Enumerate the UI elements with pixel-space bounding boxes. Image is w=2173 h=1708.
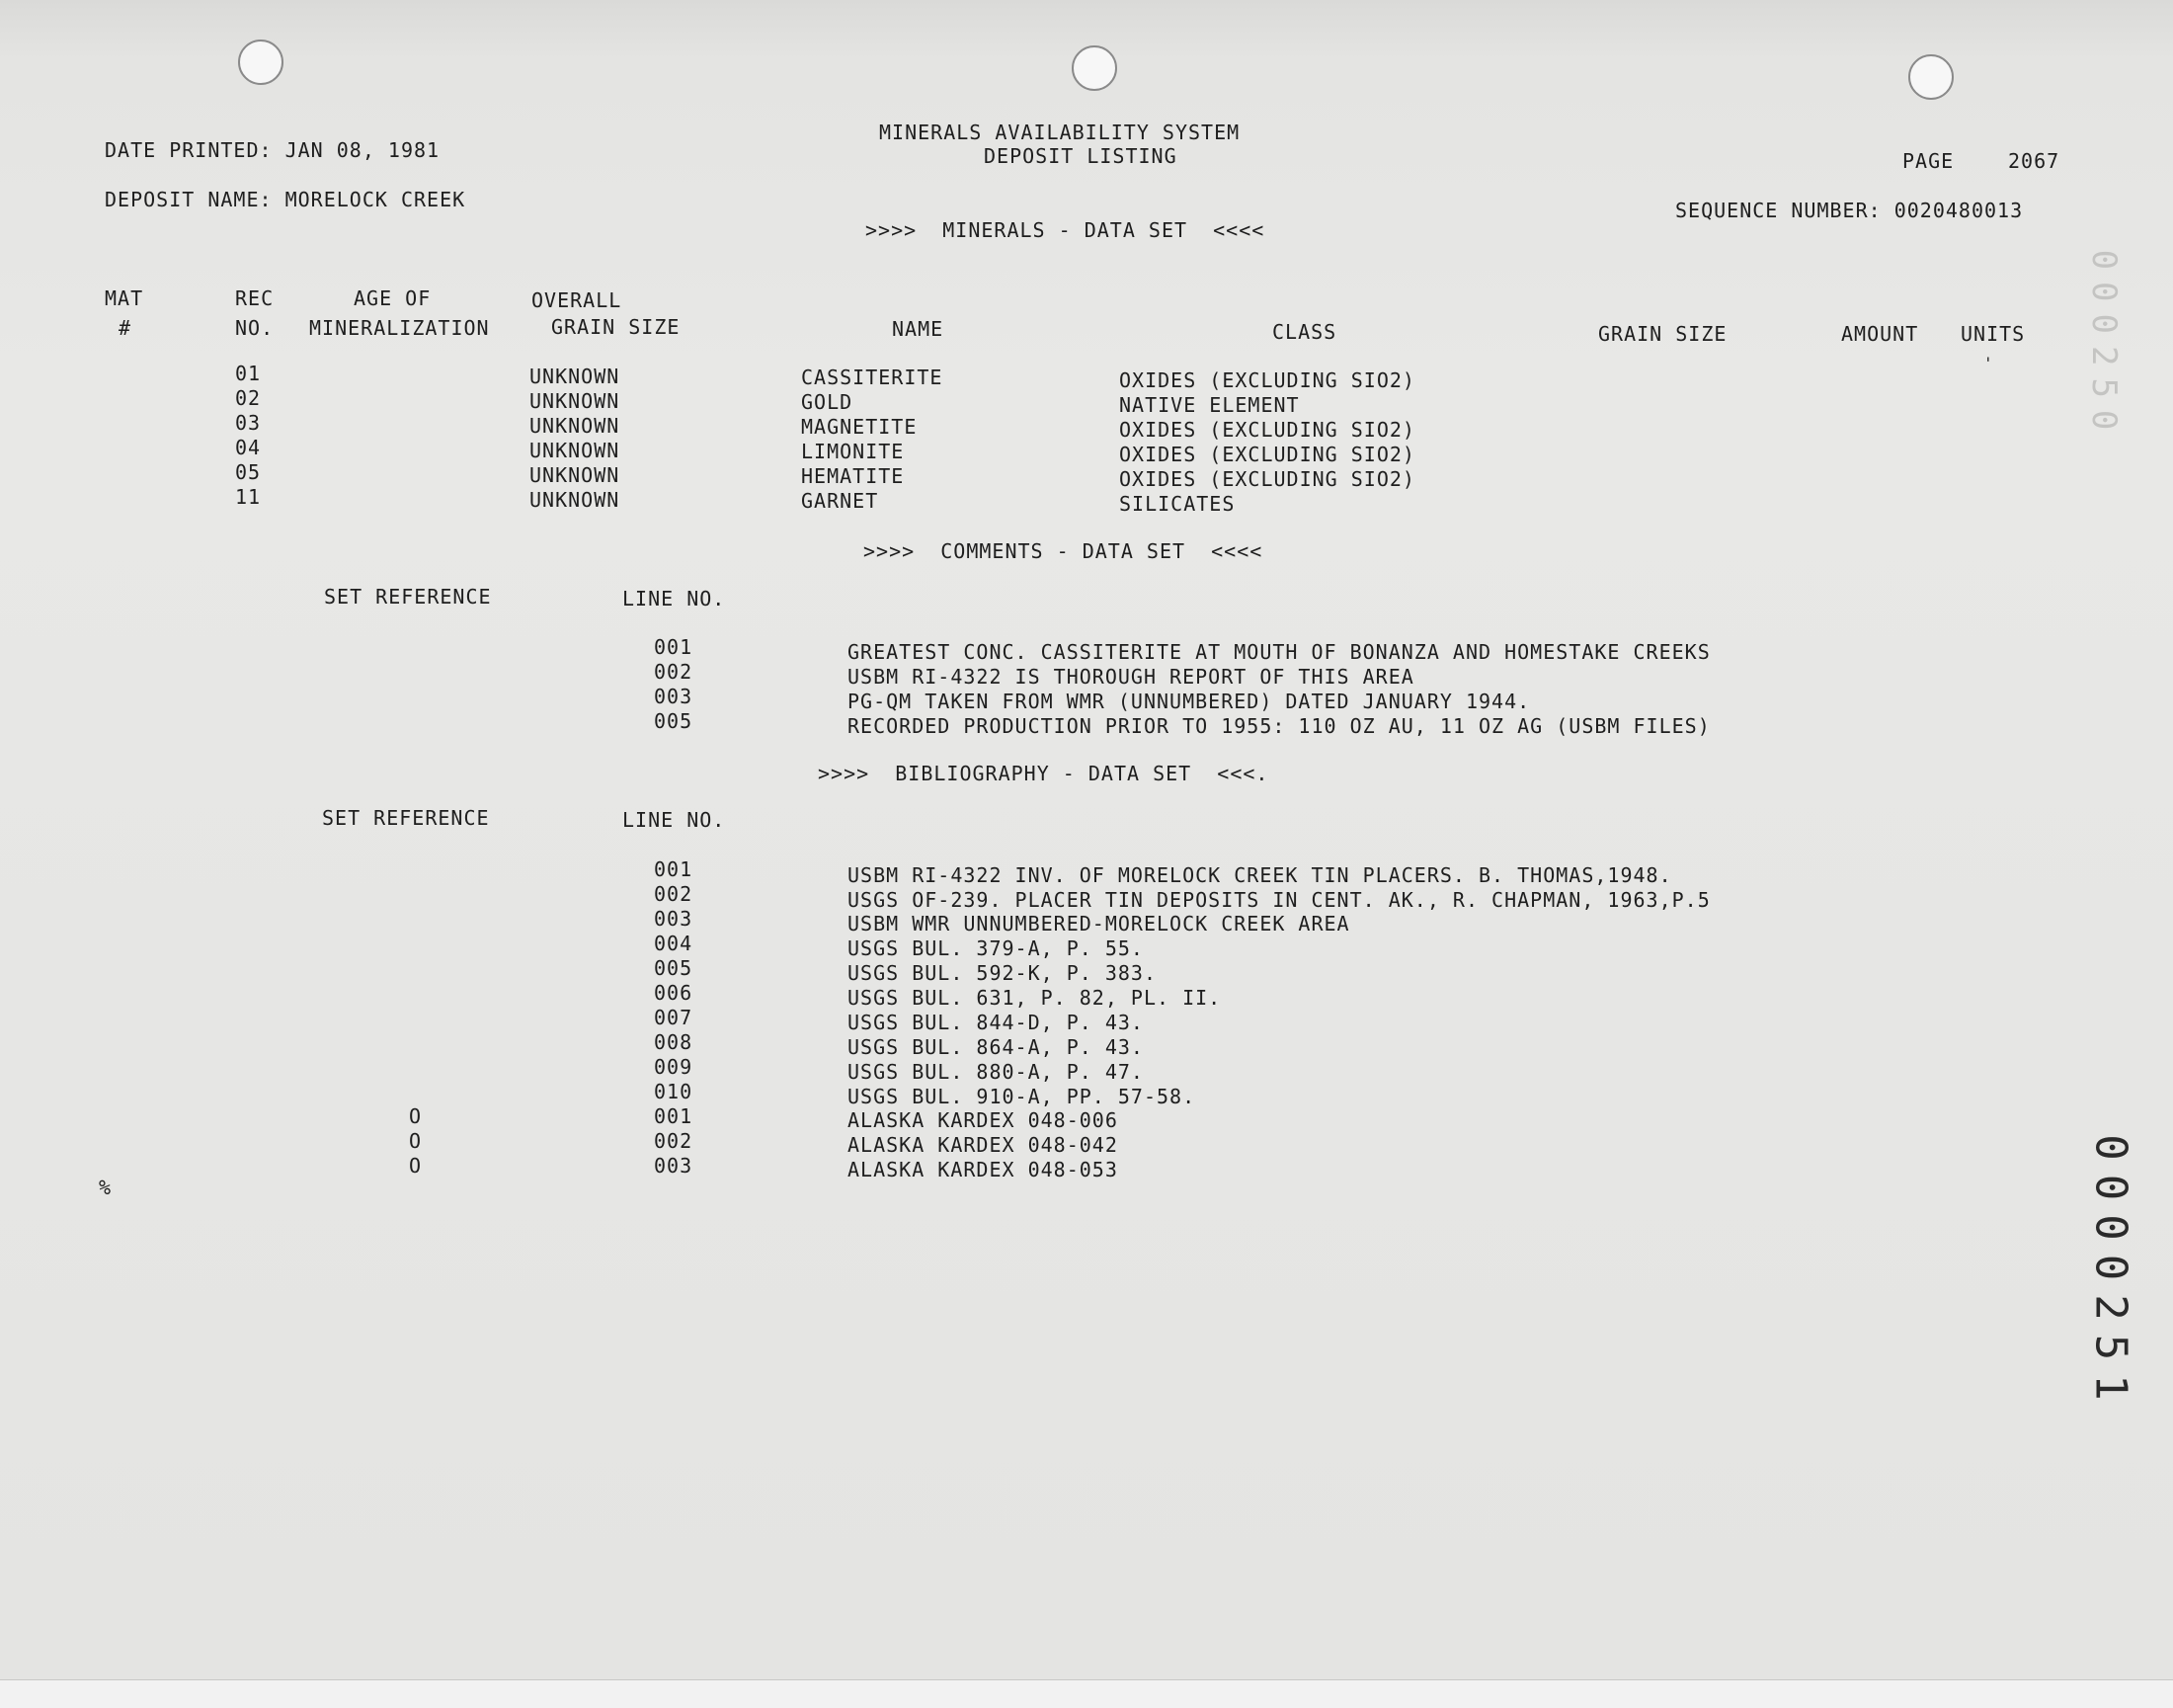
bib-text: USGS BUL. 379-A, P. 55.: [847, 936, 1144, 960]
punch-hole-center: [1072, 45, 1117, 91]
mineral-grain: UNKNOWN: [529, 488, 620, 512]
comment-text: USBM RI-4322 IS THOROUGH REPORT OF THIS AREA: [847, 665, 1414, 689]
comment-text: PG-QM TAKEN FROM WMR (UNNUMBERED) DATED JANUARY 1944.: [847, 690, 1531, 713]
bib-line: 008: [654, 1030, 693, 1054]
comment-line: 001: [654, 635, 693, 659]
col-name: NAME: [892, 317, 944, 341]
bib-text: USBM WMR UNNUMBERED-MORELOCK CREEK AREA: [847, 912, 1350, 935]
page-number: 2067: [2008, 149, 2060, 173]
bib-text: USGS BUL. 631, P. 82, PL. II.: [847, 986, 1222, 1010]
comments-section-title: >>>> COMMENTS - DATA SET <<<<: [863, 539, 1263, 563]
mineral-class: SILICATES: [1119, 492, 1236, 516]
bib-line: 004: [654, 932, 693, 955]
scan-bottom-edge: [0, 1679, 2173, 1708]
faint-number-text: 000250: [2084, 249, 2124, 443]
bib-line: 005: [654, 956, 693, 980]
mineral-class: OXIDES (EXCLUDING SIO2): [1119, 467, 1415, 491]
bib-text: USGS BUL. 864-A, P. 43.: [847, 1035, 1144, 1059]
mineral-grain: UNKNOWN: [529, 414, 620, 438]
mineral-name: MAGNETITE: [801, 415, 918, 439]
bib-text: ALASKA KARDEX 048-053: [847, 1158, 1118, 1181]
col-grain-size-overall: GRAIN SIZE: [551, 315, 681, 339]
comments-line-no: LINE NO.: [622, 587, 726, 610]
col-class: CLASS: [1272, 320, 1337, 344]
bib-text: USGS BUL. 844-D, P. 43.: [847, 1011, 1144, 1034]
col-mineralization: MINERALIZATION: [309, 316, 490, 340]
mineral-name: GARNET: [801, 489, 879, 513]
mineral-grain: UNKNOWN: [529, 389, 620, 413]
bibliography-section-title: >>>> BIBLIOGRAPHY - DATA SET <<<.: [818, 762, 1269, 785]
mineral-grain: UNKNOWN: [529, 439, 620, 462]
col-mat: MAT: [105, 286, 144, 310]
percent-mark: %: [99, 1176, 113, 1199]
bib-line: 001: [654, 1104, 693, 1128]
mineral-grain: UNKNOWN: [529, 463, 620, 487]
system-title: MINERALS AVAILABILITY SYSTEM: [879, 121, 1241, 144]
mineral-rec: 04: [235, 436, 262, 459]
bib-text: ALASKA KARDEX 048-042: [847, 1133, 1118, 1157]
mineral-class: NATIVE ELEMENT: [1119, 393, 1300, 417]
bib-line: 001: [654, 857, 693, 881]
mineral-name: GOLD: [801, 390, 853, 414]
page-label: PAGE: [1902, 149, 1955, 173]
date-printed: DATE PRINTED: JAN 08, 1981: [105, 138, 441, 162]
mineral-rec: 03: [235, 411, 262, 435]
mineral-class: OXIDES (EXCLUDING SIO2): [1119, 418, 1415, 442]
mineral-class: OXIDES (EXCLUDING SIO2): [1119, 443, 1415, 466]
col-grain-size: GRAIN SIZE: [1598, 322, 1728, 346]
col-units: UNITS: [1961, 322, 2026, 346]
sequence-number: SEQUENCE NUMBER: 0020480013: [1675, 199, 2024, 222]
punch-hole-right: [1908, 54, 1954, 100]
bib-line: 006: [654, 981, 693, 1005]
bib-text: USGS BUL. 880-A, P. 47.: [847, 1060, 1144, 1084]
minerals-section-title: >>>> MINERALS - DATA SET <<<<: [865, 218, 1265, 242]
mineral-name: LIMONITE: [801, 440, 905, 463]
deposit-name: DEPOSIT NAME: MORELOCK CREEK: [105, 188, 466, 211]
mineral-name: HEMATITE: [801, 464, 905, 488]
col-mat-hash: #: [119, 316, 132, 340]
bib-line: 002: [654, 1129, 693, 1153]
col-rec-no: NO.: [235, 316, 275, 340]
mineral-rec: 01: [235, 362, 262, 385]
bib-set-reference: O: [409, 1154, 423, 1178]
comment-text: GREATEST CONC. CASSITERITE AT MOUTH OF BONANZA AND HOMESTAKE CREEKS: [847, 640, 1711, 664]
bibliography-set-reference: SET REFERENCE: [322, 806, 490, 830]
bib-text: USGS BUL. 592-K, P. 383.: [847, 961, 1157, 985]
bib-set-reference: O: [409, 1129, 423, 1153]
mineral-grain: UNKNOWN: [529, 365, 620, 388]
mineral-class: OXIDES (EXCLUDING SIO2): [1119, 368, 1415, 392]
bib-line: 002: [654, 882, 693, 906]
comment-line: 003: [654, 685, 693, 708]
col-rec: REC: [235, 286, 275, 310]
comment-line: 005: [654, 709, 693, 733]
col-amount: AMOUNT: [1841, 322, 1919, 346]
mineral-rec: 02: [235, 386, 262, 410]
col-age-of: AGE OF: [354, 286, 432, 310]
col-overall: OVERALL: [531, 288, 622, 312]
bib-line: 009: [654, 1055, 693, 1079]
bib-line: 010: [654, 1080, 693, 1103]
mineral-rec: 05: [235, 460, 262, 484]
comment-line: 002: [654, 660, 693, 684]
page-stamp-number: [2066, 1134, 2155, 1415]
bib-text: USGS BUL. 910-A, PP. 57-58.: [847, 1085, 1196, 1108]
mineral-rec: 11: [235, 485, 262, 509]
comment-text: RECORDED PRODUCTION PRIOR TO 1955: 110 OZ AU, 11 OZ AG (USBM FILES): [847, 714, 1711, 738]
bib-line: 003: [654, 907, 693, 931]
listing-subtitle: DEPOSIT LISTING: [984, 144, 1177, 168]
faint-bleedthrough-number: [2084, 237, 2124, 454]
bib-text: USGS OF-239. PLACER TIN DEPOSITS IN CENT. AK., R. CHAPMAN, 1963,P.5: [847, 888, 1711, 912]
comments-set-reference: SET REFERENCE: [324, 585, 492, 609]
punch-hole-left: [238, 40, 283, 85]
bibliography-line-no: LINE NO.: [622, 808, 726, 832]
bib-line: 007: [654, 1006, 693, 1029]
stamp-number-text: 0000251: [2085, 1134, 2136, 1415]
bib-line: 003: [654, 1154, 693, 1178]
mineral-name: CASSITERITE: [801, 366, 943, 389]
bib-set-reference: O: [409, 1104, 423, 1128]
bib-text: ALASKA KARDEX 048-006: [847, 1108, 1118, 1132]
units-tick-mark: ': [1983, 354, 1994, 372]
bib-text: USBM RI-4322 INV. OF MORELOCK CREEK TIN PLACERS. B. THOMAS,1948.: [847, 863, 1672, 887]
